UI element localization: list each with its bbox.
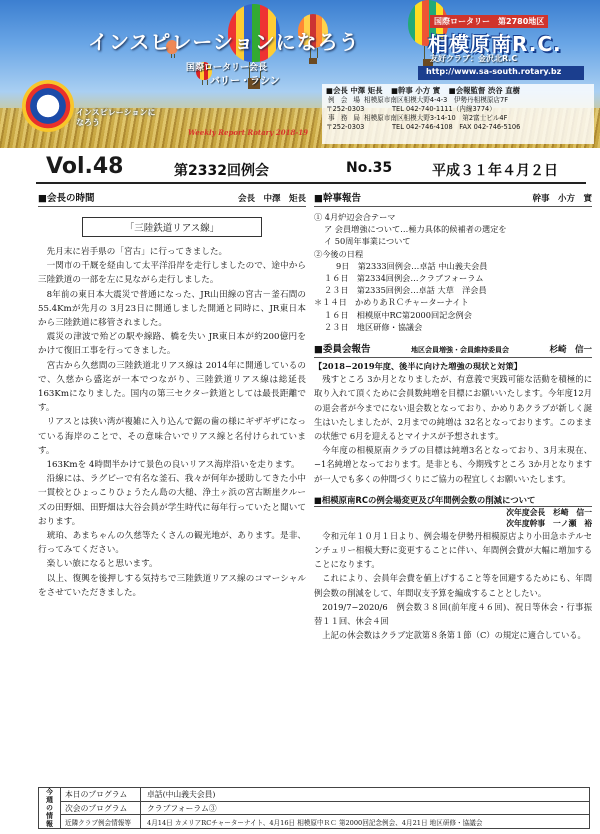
list-item: 9日 第2333回例会…卓話 中山義夫会員 <box>336 260 488 271</box>
paragraph: 残すところ 3か月となりましたが、有意義で実践可能な活動を積極的に取り入れて頂くために会員数純増を目標にお願いいたします。今年度12月の退会者が今までにない退会数となっており、かめりあクラブが新しく誕生はいたしましたが、2月までの純増は 32名となっております。このままの状態で 6月を迎えるとマイナスが予想されます。 <box>314 374 592 442</box>
paragraph: 琥珀、あまちゃんの久慈等たくさんの観光地が、あります。是非、行ってみてください。 <box>38 531 306 556</box>
club-url-link[interactable]: http://www.sa-south.rotary.bz <box>418 66 584 80</box>
list-item: ２３日 第2335回例会…卓話 大草 洋会員 <box>324 285 487 296</box>
theme-president: バリー・ラシン <box>210 76 280 87</box>
section-heading <box>314 341 592 358</box>
section-speaker: 杉崎 信一 <box>549 345 592 356</box>
reports-column <box>314 190 592 642</box>
rotary-theme-logo-icon <box>22 80 74 132</box>
section-title: ■委員会報告 <box>314 344 371 356</box>
paragraph: 震災の津波で殆どの駅や線路、橋を失い JR東日本が約200億円をかけて復旧工事を行ってきました。 <box>38 332 306 357</box>
office-contact-row <box>326 123 590 132</box>
section-heading <box>38 190 306 207</box>
venue-postal: 〒252-0303 <box>326 105 365 113</box>
theme-org: 国際ロータリー会長 <box>186 63 268 73</box>
paragraph: 上記の休会数はクラブ定款第８条第１節（C）の規定に適合している。 <box>322 630 586 641</box>
officer-president: ■会長 中澤 矩長 <box>326 86 383 95</box>
committee-name: 地区会員増強・会員維持委員会 <box>410 346 509 355</box>
club-info-box <box>322 84 594 144</box>
paragraph: 2019/7−2020/6 例会数３８回(前年度４６回)、祝日等休会・行事振替１１回、休会４回 <box>314 601 592 627</box>
section-speaker: 幹事 小方 實 <box>532 194 592 204</box>
list-item: ＊１４日 かめりあＲＣチャーターナイト <box>314 297 469 308</box>
issue-date: 平成３１年４月２日 <box>432 163 558 179</box>
venue-address: 相模原市南区相模大野4-4-3 伊勢丹相模原店7F <box>364 96 509 104</box>
signature-secretary: 次年度幹事 一ノ瀬 裕 <box>506 518 592 528</box>
paragraph: 今年度の相模原南クラブの目標は純増3名となっており、3月末現在、−1名純増となっております。是非とも、今期残すところ 3か月となりますが一人でも多くの仲間づくりにご協力の程宜しくお願いいたします。 <box>314 445 592 484</box>
volume-number: Vol.48 <box>46 154 124 179</box>
committee-subtitle: 【2018−2019年度、後半に向けた増強の現状と対策】 <box>314 361 522 372</box>
paragraph: 先月末に岩手県の「宮古」に行ってきました。 <box>46 247 228 257</box>
row-value: 卓話(中山義夫会員) <box>147 789 216 799</box>
theme-slogan: インスピレーションになろう <box>88 30 360 54</box>
table-row <box>61 802 589 816</box>
issue-bar <box>36 150 586 184</box>
list-item: ②今後の日程 <box>314 248 364 259</box>
row-value: クラブフォーラム③ <box>147 803 217 813</box>
paragraph: 8年前の東日本大震災で普通になった、JR山田線の宮古－釜石間の 55.4Kmが先月の 3月23日に開通しました開通と同時に、JR東日本から三陸鉄道に移管されました。 <box>38 289 306 329</box>
office-postal: 〒252-0303 <box>326 123 365 131</box>
paragraph: 163Kmを 4時間半かけて景色の良いリアス海岸沿いを走ります。 <box>46 460 300 471</box>
office-address: 相模原市南区相模大野3-14-10 第2富士ビル4F <box>364 114 508 122</box>
row-value: 4月14日 カメリアRCチャーターナイト、4月16日 相模原中ＲＣ 第2000回記念例会、4月21日 地区研修・協議会 <box>147 818 483 827</box>
table-row <box>61 788 589 802</box>
paragraph: 楽しい旅になると思います。 <box>46 559 158 570</box>
paragraph: 宮古から久慈間の三陸鉄道北リアス線は 2014年に開通しているので、久慈から盛迄が一本でつながり、三陸鉄道リアス線は総延長163Kmになりました。国内の第三セクター鉄道としては最長距離です。 <box>38 360 306 414</box>
row-key: 次会のプログラム <box>61 802 141 815</box>
logo-caption: インスピレーションに なろう <box>76 108 156 127</box>
venue-tel: TEL 042-740-1111（内線3774） <box>392 105 496 113</box>
section-heading <box>314 190 592 207</box>
article-title: 「三陸鉄道リアス線」 <box>82 217 262 237</box>
officer-editor: ■会報監督 渋谷 直樹 <box>448 86 520 95</box>
weekly-report-label: Weekly Report Rotary 2018-19 <box>188 128 308 137</box>
paragraph: 一関市の千厩を経由して太平洋沿岸を走行しましたので、途中から三陸鉄道の一部を左に見ながら走行しました。 <box>38 261 306 286</box>
info-rows <box>61 788 589 828</box>
list-item: ① 4月炉辺会合テーマ <box>314 212 396 222</box>
signature-president: 次年度会長 杉崎 信一 <box>506 507 592 517</box>
section-speaker: 会長 中澤 矩長 <box>237 194 306 204</box>
paragraph: 沿線には、ラグビーで有名な釜石、我々が何年か援助してきた小中一貫校とひょっこりひょうたん島の大槌、浄土ヶ浜の宮古断崖クルーズの田野畑、田野畑は大谷会員が学生時代に毎年行っていたと聞いております。 <box>38 474 306 527</box>
office-row <box>326 114 590 123</box>
weekly-info-table <box>38 787 590 829</box>
section-title: ■会長の時間 <box>38 193 95 204</box>
office-tel: TEL 042-746-4108 FAX 042-746-5106 <box>392 123 521 131</box>
table-row <box>61 815 589 828</box>
meeting-number: 第2332回例会 <box>174 163 269 179</box>
list-item: ア 会員増強について…極力具体的候補者の選定を <box>324 224 507 235</box>
paragraph: リアスとは狭い湾が複雑に入り込んで鋸の歯の様にギザギザになっている海岸のことで、その意味合いでリアス線と名付けられています。 <box>38 417 306 456</box>
section-title: ■幹事報告 <box>314 193 361 204</box>
list-item: １６日 相模原中RC第2000回記念例会 <box>324 309 472 320</box>
officer-secretary: ■幹事 小方 實 <box>391 86 441 95</box>
list-item: イ 50周年事業について <box>324 236 411 247</box>
list-item: １６日 第2334回例会…クラブフォーラム <box>324 273 484 284</box>
president-column <box>38 190 306 600</box>
paragraph: 以上、復興を後押しする気持ちで三陸鉄道リアス線のコマーシャルをさせていただきました。 <box>38 573 306 598</box>
venue-label: 例 会 場 <box>328 96 362 104</box>
paragraph: 令和元年１０月１日より、例会場を伊勢丹相模原店より小田急ホテルセンチュリー相模大野に変更することに伴い、年間例会費が大幅に増加することになります。 <box>314 530 592 570</box>
district-label: 国際ロータリー 第2780地区 <box>430 15 548 28</box>
paragraph: これにより、会員年会費を値上げすること等を回避するためにも、年間例会数の削減をして、年間収支予算を編成することとしたい。 <box>314 573 592 598</box>
issue-number: No.35 <box>346 160 393 176</box>
club-name: 相模原南R.C. <box>428 32 562 56</box>
list-item: ２３日 地区研修・協議会 <box>324 321 423 332</box>
venue-row <box>326 96 590 105</box>
row-key: 本日のプログラム <box>61 788 141 801</box>
officer-list <box>326 86 590 95</box>
header-banner <box>0 0 600 148</box>
row-key: 近隣クラブ例会情報等 <box>61 815 141 828</box>
weekly-info-label: 今週の情報 <box>39 788 61 828</box>
venue-contact-row <box>326 105 590 114</box>
change-heading: ■相模原南RCの例会場変更及び年間例会数の削減について <box>314 494 592 507</box>
sister-club: 友好クラブ：金沢北R.C <box>430 54 518 63</box>
office-label: 事 務 局 <box>328 114 362 122</box>
